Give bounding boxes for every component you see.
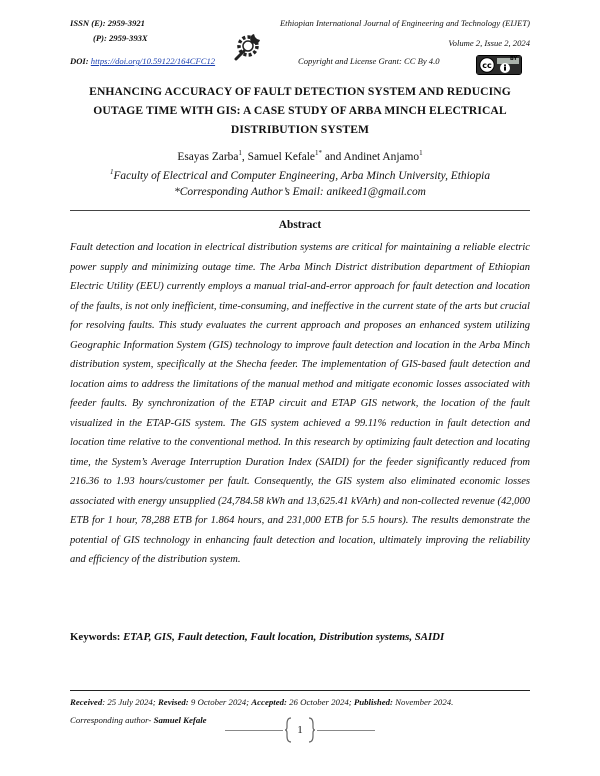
cc-badge-label: BY [510,56,518,62]
corresponding-author-footer: Corresponding author- Samuel Kefale [70,715,207,725]
author-name: Andinet Anjamo [343,150,420,163]
doi-label: DOI: [70,56,89,66]
page-ornament-right [317,730,375,731]
doi-link[interactable]: https://doi.org/10.59122/164CFC12 [90,56,216,66]
volume-issue: Volume 2, Issue 2, 2024 [448,38,530,48]
license-text: Copyright and License Grant: CC By 4.0 [298,56,440,66]
author-name: Esayas Zarba [177,150,239,163]
paper-title [40,82,560,139]
author-name: Samuel Kefale [247,150,315,163]
page-ornament-left [225,730,283,731]
title-line: DISTRIBUTION SYSTEM [230,123,370,136]
title-line: OUTAGE TIME WITH GIS: A CASE STUDY OF ARBA MINCH ELECTRICAL [93,104,507,117]
keywords [70,631,540,643]
page-number-box [285,716,315,744]
publication-dates: Received: 25 July 2024; Revised: 9 October 2024; Accepted: 26 October 2024; Published: November 2024. [70,697,454,707]
cc-by-badge-icon [476,55,522,75]
title-line: ENHANCING ACCURACY OF FAULT DETECTION SYSTEM AND REDUCING [89,85,511,98]
keywords-list: ETAP, GIS, Fault detection, Fault location, Distribution systems, SAIDI [123,631,445,643]
footer-divider [70,690,530,691]
journal-name: Ethiopian International Journal of Engineering and Technology (EIJET) [279,18,530,28]
issn-electronic: ISSN (E): 2959-3921 [70,18,145,28]
corresponding-email: *Corresponding Author’s Email: anikeed1@gmail.com [174,186,426,198]
doi-line [70,55,215,68]
keywords-label: Keywords: [70,631,121,643]
abstract-body: Fault detection and location in electrical distribution systems are critical for maintaining a reliable electric power supply and minimizing outage time. The Arba Minch District distribution department of Ethiopian Electric Utility (EEU) currently employs a manual trial-and-error approach for fault detection and location of the faults, is not only inefficient, time-consuming, and ineffective in the current state of the arts but crucial for resolving faults. This study evaluates the current approach and proposes an enhanced system utilizing Geographic Information System (GIS) technology to improve fault detection and location in the Arba Minch distribution system, specifically at the Shecha feeder. The implementation of GIS-based fault detection and location aims to address the limitations of the manual method and mitigate economic losses associated with feeder faults. By synchronization of the ETAP circuit and ETAP GIS network, the location of the fault visualized in the ETAP-GIS system. The GIS system achieved a 99.11% reduction in fault detection and location time relative to the conventional method. In this research by optimizing fault detection and locating time, the System’s Average Interruption Duration Index (SAIDI) for the feeder significantly reduced from 216.36 to 1.93 hours/customer per fault. Consequently, the GIS system also eliminated economic losses associated with energy unsupplied (24,784.58 kWh and 13,625.41 kVArh) and non-collected revenue (42,000 ETB for 1 hour, 78,288 ETB for 1.864 hours, and 231,000 ETB for 5.5 hours). The results demonstrate the potential of GIS technology in enhancing fault detection and location, ultimately improving the reliability and efficiency of the distribution system. [70,242,530,565]
header-divider [70,210,530,211]
svg-text:cc: cc [482,61,492,70]
page-number: 1 [297,724,303,736]
affiliation: $^1$Faculty of Electrical and Computer Engineering, Arba Minch University, Ethiopia [109,168,491,182]
abstract-heading: Abstract [278,219,322,231]
author-list: Esayas Zarba$^1$, Samuel Kefale$^{1*}$ and Andinet Anjamo$^1$ [177,149,423,163]
journal-logo-icon [230,28,266,64]
issn-print: (P): 2959-393X [93,33,148,43]
